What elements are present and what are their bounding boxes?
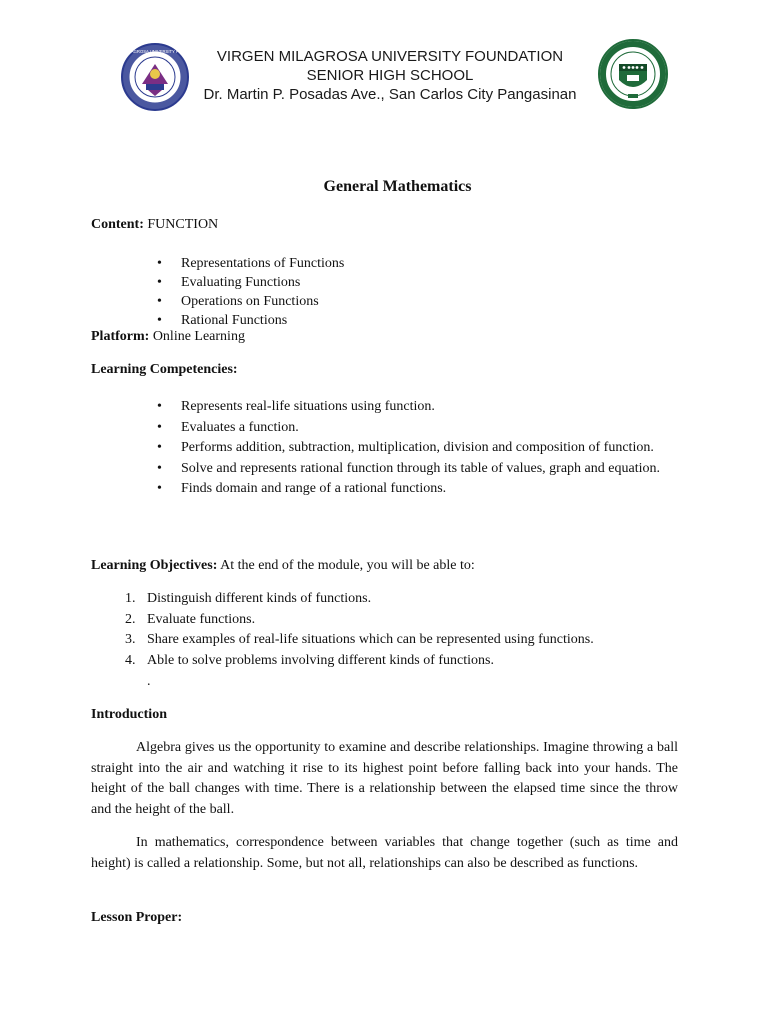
introduction-heading: Introduction [91,707,167,722]
list-item: • Represents real-life situations using function. [157,397,678,418]
platform-label: Platform: [91,329,150,344]
objectives-line [91,558,475,574]
list-item: • Finds domain and range of a rational functions. [157,479,678,500]
school-header [190,47,590,104]
introduction-paragraph-1: Algebra gives us the opportunity to examine and describe relationships. Imagine throwing a ball straight into the air and watching it rise to its highest point before falling back into your hands. The height of the ball changes with time. There is a relationship between the elapsed time since the throw and the height of the ball. [91,740,678,817]
trailing-period: . [147,674,151,689]
competencies-heading: Learning Competencies: [91,362,238,377]
list-item: • Evaluating Functions [157,273,344,292]
content-label: Content: [91,217,144,232]
list-item: • Performs addition, subtraction, multiplication, division and composition of function. [157,438,678,459]
platform-line [91,329,245,345]
objectives-label: Learning Objectives: [91,558,218,573]
document-title: General Mathematics [323,178,472,195]
content-line [91,217,218,233]
content-value: FUNCTION [147,217,219,232]
objectives-list [125,591,594,674]
list-item: 1. Distinguish different kinds of functions. [125,591,372,606]
list-item: 2. Evaluate functions. [125,611,256,627]
list-item: • Operations on Functions [157,292,344,311]
lesson-proper-heading: Lesson Proper: [91,910,183,925]
list-item: 3. Share examples of real-life situations which can be represented using functions. [125,632,594,648]
introduction-paragraph-2: In mathematics, correspondence between variables that change together (such as time and height) is called a relationship. Some, but not all, relationships can also be described as functions. [91,835,678,871]
university-seal-icon [106,42,204,112]
seal-text: VIRGEN MILAGROSA UNIVERSITY FOUNDATION [106,49,204,54]
list-item: • Solve and represents rational function through its table of values, graph and equation. [157,459,678,480]
list-item: • Representations of Functions [157,254,344,273]
content-topics-list [157,254,344,330]
objectives-intro: At the end of the module, you will be able to: [220,558,475,573]
list-item: • Rational Functions [157,311,344,330]
list-item: • Evaluates a function. [157,418,678,439]
shs-seal-icon [597,38,669,110]
university-name: VIRGEN MILAGROSA UNIVERSITY FOUNDATION [216,48,564,65]
competencies-list [157,397,678,500]
school-name: SENIOR HIGH SCHOOL [306,67,474,84]
platform-value: Online Learning [152,329,245,344]
list-item: 4. Able to solve problems involving different kinds of functions. [125,653,494,669]
school-address: Dr. Martin P. Posadas Ave., San Carlos City Pangasinan [203,86,577,103]
